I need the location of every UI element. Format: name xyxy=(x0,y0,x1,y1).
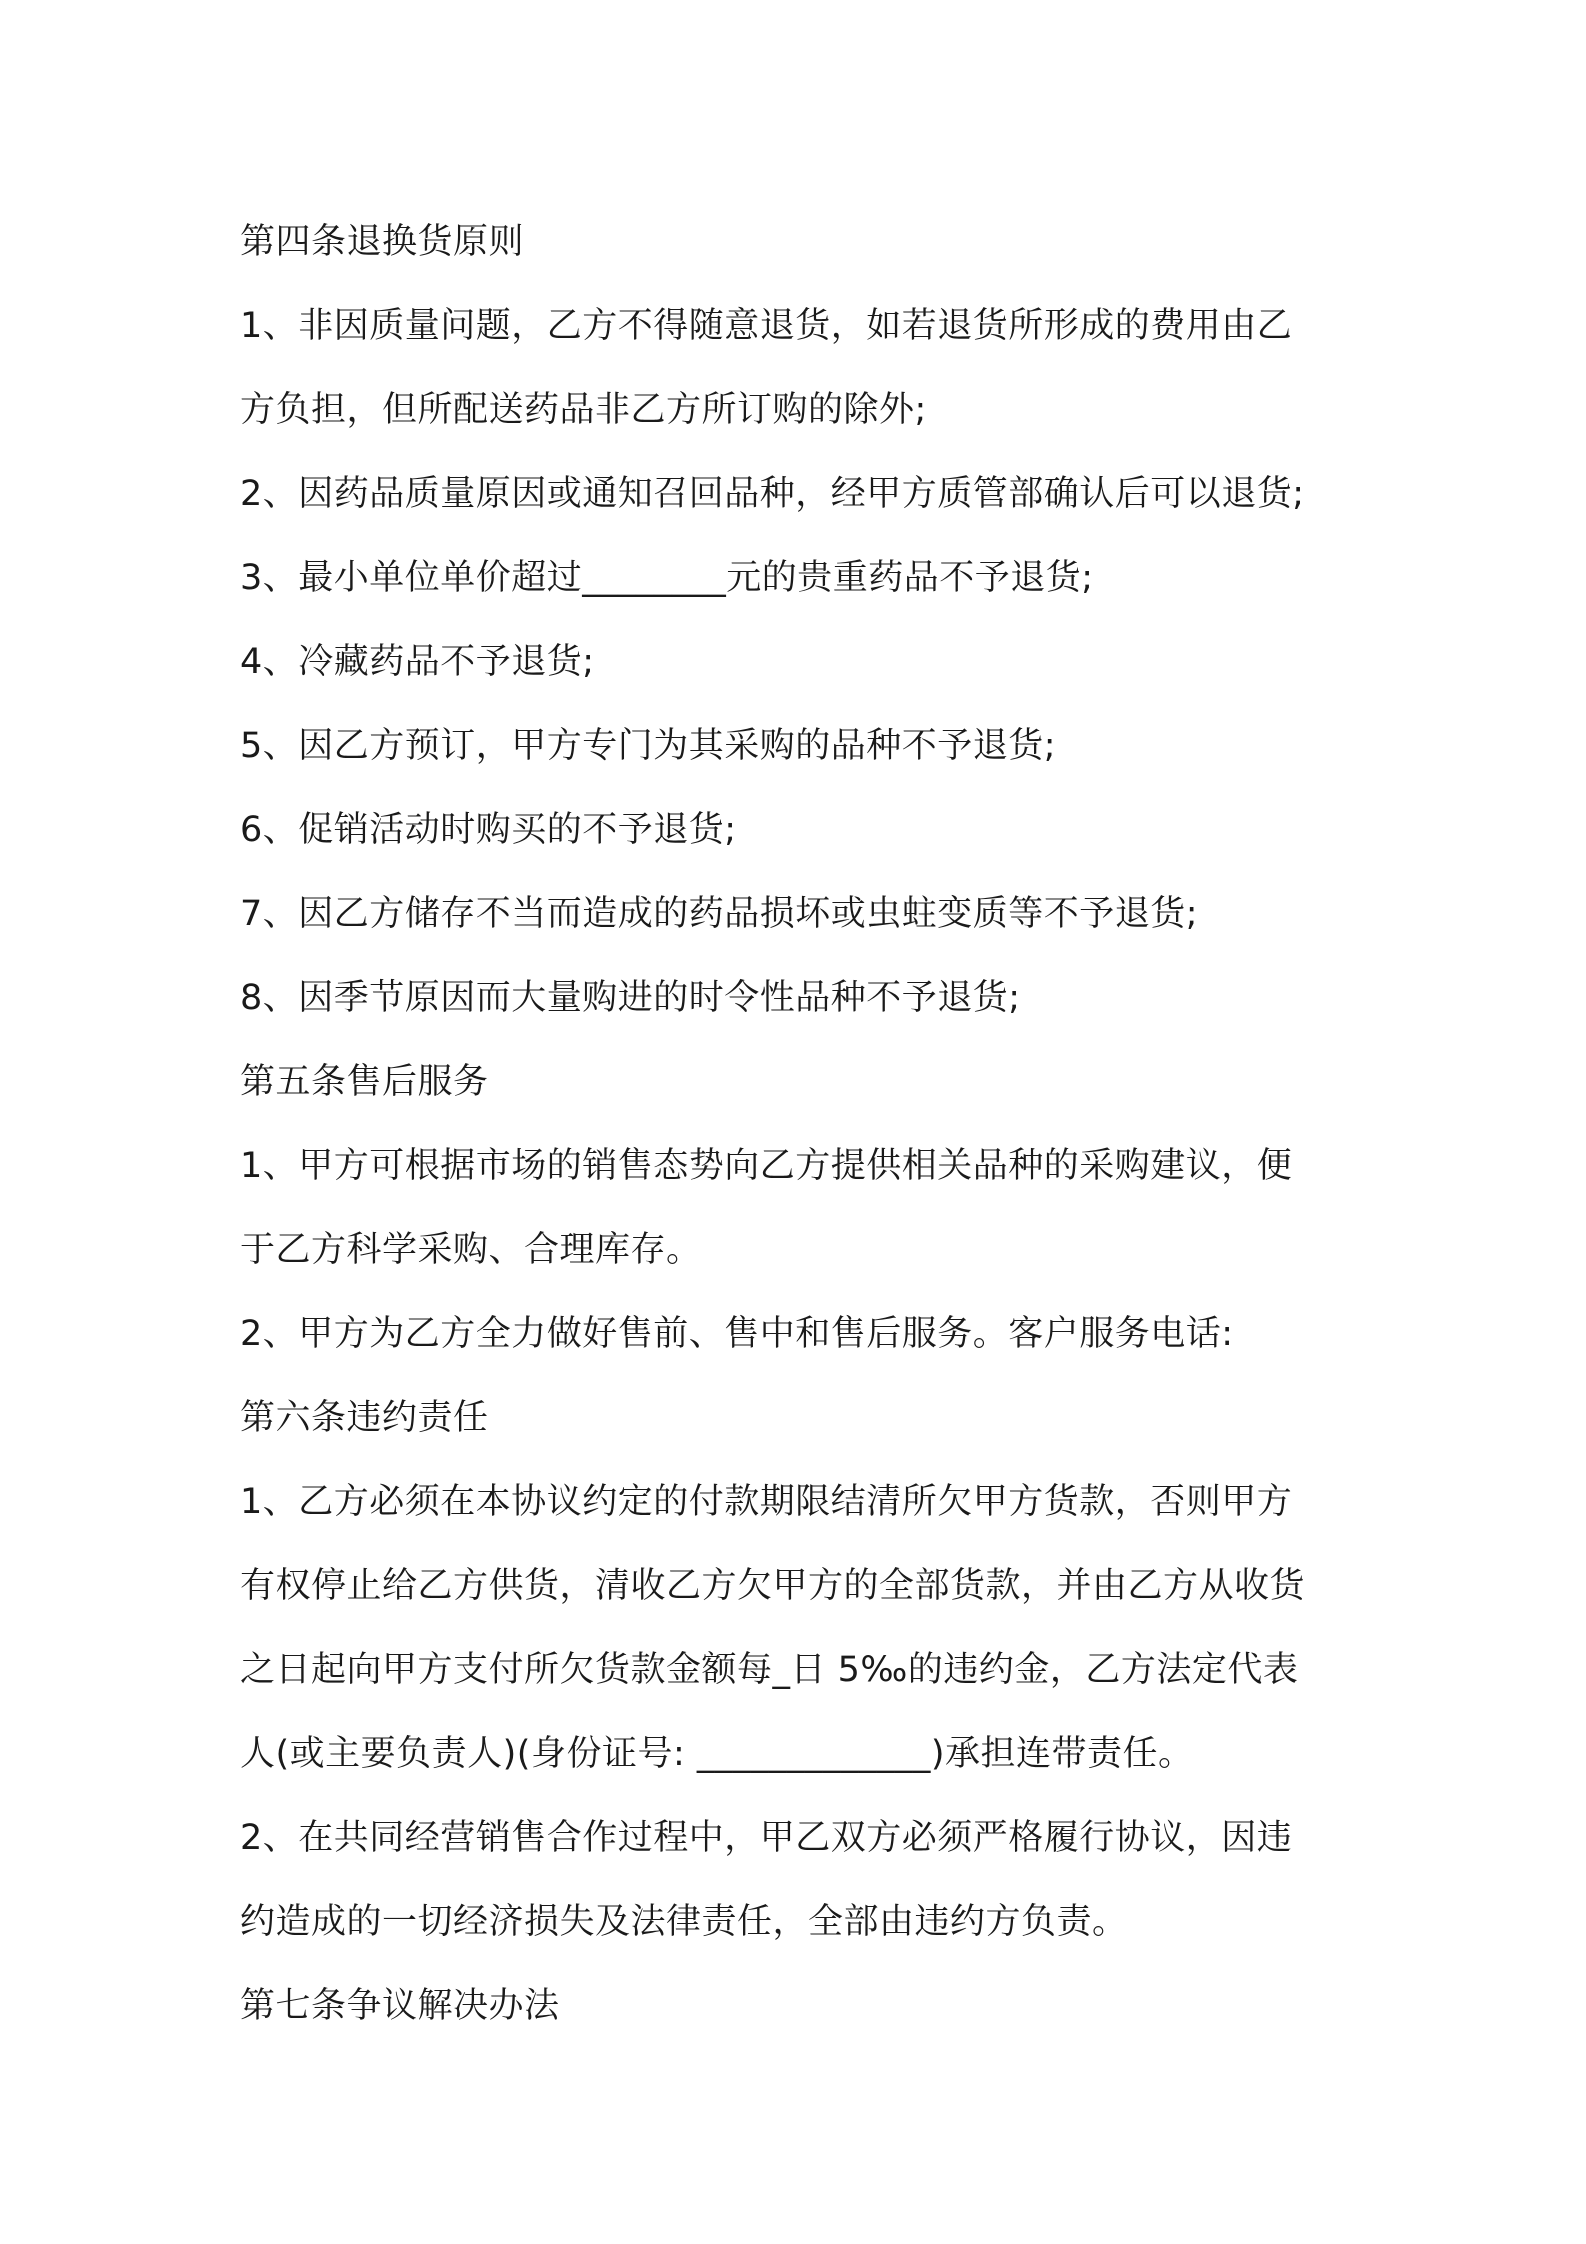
paragraph-line: 人(或主要负责人)(身份证号: _____________)承担连带责任。 xyxy=(240,1734,1194,1774)
paragraph-line: 之日起向甲方支付所欠货款金额每_日 5‰的违约金，乙方法定代表 xyxy=(240,1650,1299,1690)
paragraph-line: 3、最小单位单价超过________元的贵重药品不予退货; xyxy=(240,558,1094,598)
paragraph-line: 6、促销活动时购买的不予退货; xyxy=(240,810,737,850)
article-4-heading: 第四条退换货原则 xyxy=(240,222,525,262)
paragraph-line: 1、甲方可根据市场的销售态势向乙方提供相关品种的采购建议，便 xyxy=(240,1146,1293,1186)
paragraph-line: 方负担，但所配送药品非乙方所订购的除外; xyxy=(240,390,927,430)
paragraph-line: 于乙方科学采购、合理库存。 xyxy=(240,1230,702,1270)
paragraph-line: 4、冷藏药品不予退货; xyxy=(240,642,595,682)
article-7-heading: 第七条争议解决办法 xyxy=(240,1986,560,2026)
paragraph-line: 8、因季节原因而大量购进的时令性品种不予退货; xyxy=(240,978,1021,1018)
paragraph-line: 有权停止给乙方供货，清收乙方欠甲方的全部货款，并由乙方从收货 xyxy=(240,1566,1306,1606)
paragraph-line: 2、甲方为乙方全力做好售前、售中和售后服务。客户服务电话: xyxy=(240,1314,1234,1354)
paragraph-line: 约造成的一切经济损失及法律责任，全部由违约方负责。 xyxy=(240,1902,1128,1942)
paragraph-line: 1、乙方必须在本协议约定的付款期限结清所欠甲方货款，否则甲方 xyxy=(240,1482,1293,1522)
paragraph-line: 7、因乙方储存不当而造成的药品损坏或虫蛀变质等不予退货; xyxy=(240,894,1199,934)
document-page xyxy=(240,200,1360,2048)
paragraph-line: 2、因药品质量原因或通知召回品种，经甲方质管部确认后可以退货; xyxy=(240,474,1305,514)
article-6-heading: 第六条违约责任 xyxy=(240,1398,489,1438)
paragraph-line: 5、因乙方预订，甲方专门为其采购的品种不予退货; xyxy=(240,726,1057,766)
article-5-heading: 第五条售后服务 xyxy=(240,1062,489,1102)
paragraph-line: 1、非因质量问题，乙方不得随意退货，如若退货所形成的费用由乙 xyxy=(240,306,1293,346)
paragraph-line: 2、在共同经营销售合作过程中，甲乙双方必须严格履行协议，因违 xyxy=(240,1818,1293,1858)
